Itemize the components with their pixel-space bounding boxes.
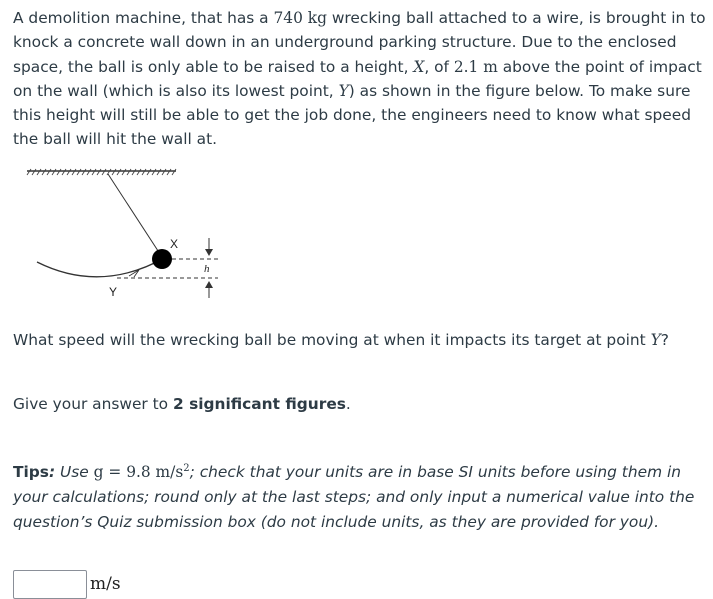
mass-value: 740 kg bbox=[273, 9, 327, 27]
question-paragraph bbox=[13, 6, 708, 152]
gravity-exponent: 2 bbox=[183, 463, 190, 474]
tips-text: ; check that your units are in base SI units before using them in your calculations; round only at the last steps; and only input a numerical value into the question’s Quiz submission box (do not include units, as they are provided for you). bbox=[13, 463, 695, 532]
gravity-equation: g = 9.8 m/s bbox=[93, 463, 184, 482]
answer-input[interactable] bbox=[13, 570, 87, 599]
label-h: h bbox=[204, 263, 210, 275]
answer-instruction bbox=[13, 392, 351, 416]
swing-arc bbox=[37, 257, 166, 277]
question-prompt bbox=[13, 328, 669, 352]
height-value: 2.1 m bbox=[453, 57, 498, 76]
tips-label: Tips bbox=[13, 463, 49, 482]
prompt-end: ? bbox=[660, 331, 669, 349]
answer-row bbox=[13, 569, 121, 599]
label-y: Y bbox=[109, 285, 118, 299]
tips-text: Use bbox=[55, 463, 94, 482]
wrecking-ball-figure bbox=[13, 158, 231, 318]
up-arrow-icon bbox=[205, 281, 213, 288]
wrecking-ball bbox=[152, 249, 172, 269]
variable-x: X bbox=[413, 57, 425, 76]
pendulum-diagram bbox=[13, 158, 231, 318]
significant-figures-emphasis: 2 significant figures bbox=[173, 395, 346, 413]
question-text-part: above the point of impact on the wall (which is also its lowest point, bbox=[13, 57, 702, 100]
ceiling-hatching bbox=[27, 169, 176, 175]
prompt-text: What speed will the wrecking ball be moving at when it impacts its target at point bbox=[13, 331, 651, 349]
tips-colon: : bbox=[48, 463, 56, 482]
label-x: X bbox=[170, 237, 179, 251]
question-text-part: , of bbox=[424, 57, 454, 76]
instruction-text: Give your answer to bbox=[13, 395, 173, 413]
answer-unit: m/s bbox=[90, 574, 121, 594]
question-text-part: ) as shown in the figure below. To make sure this height will still be able to get the job done, the engineers need to know what speed the ball will hit the wall at. bbox=[13, 81, 691, 149]
question-text-part: wrecking ball attached to a wire, is brought in to knock a concrete wall down in an underground parking structure. Due to the enclosed space, the ball is only able to be raised to a height, bbox=[13, 9, 706, 76]
wire bbox=[108, 174, 162, 257]
variable-y: Y bbox=[650, 331, 661, 349]
variable-y: Y bbox=[338, 81, 349, 100]
tips-paragraph bbox=[13, 456, 711, 535]
question-text bbox=[13, 6, 708, 152]
instruction-end: . bbox=[345, 395, 351, 413]
down-arrow-icon bbox=[205, 249, 213, 256]
question-text-part: A demolition machine, that has a bbox=[13, 9, 274, 27]
